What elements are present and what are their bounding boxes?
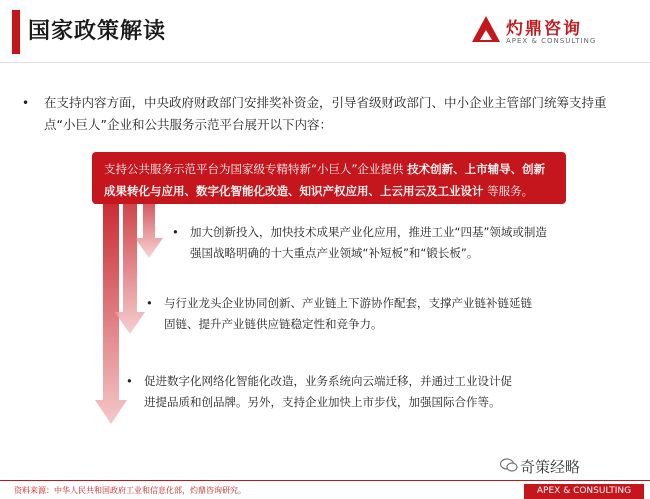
wechat-account-name: 奇策经略 (520, 458, 581, 476)
line: 与行业龙头企业协同创新、产业链上下游协作配套，支撑产业链补链延链 (164, 296, 532, 310)
line: 加大创新投入，加快技术成果产业化应用，推进工业“四基”领域或制造 (190, 225, 547, 239)
arrow-medium (115, 204, 145, 334)
line: 促进数字化网络化智能化改造，业务系统向云端迁移，并通过工业设计促 (144, 374, 512, 388)
header (0, 0, 650, 62)
bullet: • (172, 225, 179, 239)
list-item-text (164, 293, 532, 335)
bullet: • (146, 296, 153, 310)
line: 进提品质和创品牌。另外，支持企业加快上市步伐，加强国际合作等。 (144, 395, 501, 409)
line: 固链、提升产业链供应链稳定性和竞争力。 (164, 317, 383, 331)
source-note: 资料来源：中华人民共和国政府工业和信息化部，灼鼎咨询研究。 (14, 486, 246, 495)
logo-name: 灼鼎咨询 (506, 19, 582, 39)
highlight-box (92, 152, 566, 204)
arrow-short (135, 204, 163, 258)
bullet: • (22, 96, 30, 110)
list-item-text (190, 222, 547, 264)
highlight-prefix: 支持公共服务示范平台为国家级专精特新“小巨人”企业提供 (104, 162, 404, 176)
highlight-suffix: 等服务。 (487, 184, 534, 198)
logo-subname: APEX & CONSULTING (506, 37, 597, 45)
footer-divider (0, 480, 650, 481)
wechat-icon (500, 458, 518, 472)
bullet: • (126, 374, 133, 388)
list-item-text (144, 371, 512, 413)
company-logo (472, 12, 632, 52)
header-accent-bar (12, 10, 20, 54)
logo-triangle-inner (480, 30, 492, 40)
line: 强国战略明确的十大重点产业领域“补短板”和“锻长板”。 (190, 246, 479, 260)
header-divider (0, 62, 650, 63)
page-title: 国家政策解读 (28, 19, 167, 44)
intro-text: 在支持内容方面，中央政府财政部门安排奖补资金，引导省级财政部门、中小企业主管部门统筹支持重点“小巨人”企业和公共服务示范平台展开以下内容： (44, 95, 607, 132)
footer-brand: APEX & CONSULTING (524, 484, 644, 499)
highlight-bold: 技术创新、上市辅导、创新成果转化与应用、数字化智能化改造、知识产权应用、上云用云及工业设计 (104, 162, 546, 198)
